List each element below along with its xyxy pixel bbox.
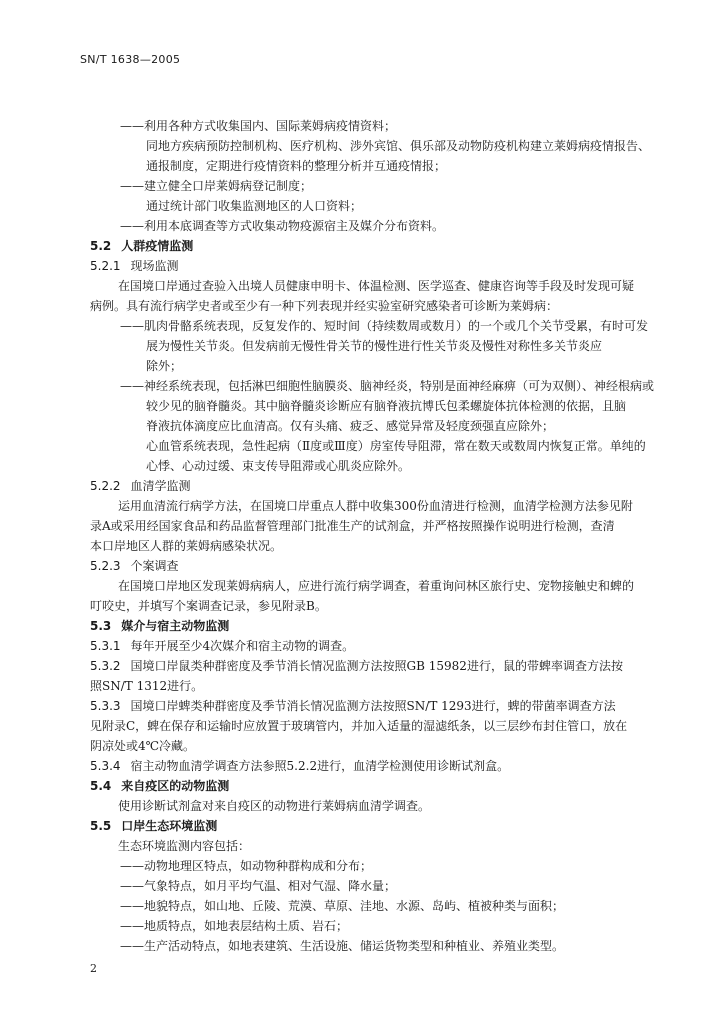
clause-text: 国境口岸蜱类种群密度及季节消长情况监测方法按照SN/T 1293进行，蜱的带菌率调查方法 <box>130 699 616 713</box>
section-title: 媒介与宿主动物监测 <box>121 619 230 633</box>
section-number: 5.4 <box>90 779 112 793</box>
page-number: 2 <box>90 962 97 975</box>
section-number: 5.2.1 <box>90 259 121 273</box>
text-line: 运用血清流行病学方法，在国境口岸重点人群中收集300份血清进行检测，血清学检测方法参见附 <box>118 499 633 513</box>
text-line: 在国境口岸通过查验入出境人员健康申明卡、体温检测、医学巡查、健康咨询等手段及时发现可疑 <box>118 279 635 293</box>
section-number: 5.2.3 <box>90 559 121 573</box>
text-line: 病例。具有流行病学史者或至少有一种下列表现并经实验室研究感染者可诊断为莱姆病： <box>90 299 559 313</box>
text-line: 在国境口岸地区发现莱姆病病人，应进行流行病学调查，着重询问林区旅行史、宠物接触史和蜱的 <box>118 579 635 593</box>
section-number: 5.2.2 <box>90 479 121 493</box>
text-line: 使用诊断试剂盒对来自疫区的动物进行莱姆病血清学调查。 <box>118 799 431 813</box>
text-line: 较少见的脑脊髓炎。其中脑脊髓炎诊断应有脑脊液抗博氏包柔螺旋体抗体检测的依据，且脑 <box>146 399 627 413</box>
text-line: 阴凉处或4℃冷藏。 <box>90 739 196 753</box>
text-line: 生态环境监测内容包括： <box>118 839 251 853</box>
section-number: 5.3.3 <box>90 699 121 713</box>
text-line: ——神经系统表现，包括淋巴细胞性脑膜炎、脑神经炎，特别是面神经麻痹（可为双侧）、神经根病或 <box>120 379 655 393</box>
section-heading <box>90 616 229 636</box>
section-number: 5.3 <box>90 619 112 633</box>
subsection-heading <box>90 556 179 576</box>
clause-line <box>90 696 616 716</box>
section-heading <box>90 816 217 836</box>
section-title: 个案调查 <box>130 559 179 573</box>
text-line: 展为慢性关节炎。但发病前无慢性骨关节的慢性进行性关节炎及慢性对称性多关节炎应 <box>146 339 603 353</box>
section-heading <box>90 236 193 256</box>
text-line: 叮咬史，并填写个案调查记录，参见附录B。 <box>90 599 327 613</box>
text-line: 见附录C，蜱在保存和运输时应放置于玻璃管内，并加入适量的湿滤纸条，以三层纱布封住管口，放在 <box>90 719 628 733</box>
section-title: 现场监测 <box>130 259 179 273</box>
section-number: 5.3.1 <box>90 639 121 653</box>
text-line: 心悸、心动过缓、束支传导阻滞或心肌炎应除外。 <box>146 459 411 473</box>
text-line: 除外； <box>146 359 183 373</box>
text-line: 本口岸地区人群的莱姆病感染状况。 <box>90 539 283 553</box>
text-line: 同地方疾病预防控制机构、医疗机构、涉外宾馆、俱乐部及动物防疫机构建立莱姆病疫情报告、 <box>146 139 651 153</box>
subsection-heading <box>90 256 179 276</box>
text-line: ——肌肉骨骼系统表现，反复发作的、短时间（持续数周或数月）的一个或几个关节受累，有时可发 <box>120 319 649 333</box>
text-line: 通过统计部门收集监测地区的人口资料； <box>146 199 363 213</box>
clause-line <box>90 656 623 676</box>
list-item: ——动物地理区特点，如动物种群构成和分布； <box>120 859 373 873</box>
text-line: ——建立健全口岸莱姆病登记制度； <box>120 179 313 193</box>
text-line: ——利用各种方式收集国内、国际莱姆病疫情资料； <box>120 119 397 133</box>
standard-code-header: SN/T 1638—2005 <box>80 53 181 66</box>
section-title: 人群疫情监测 <box>121 239 194 253</box>
section-title: 来自疫区的动物监测 <box>121 779 230 793</box>
clause-text: 宿主动物血清学调查方法参照5.2.2进行，血清学检测使用诊断试剂盒。 <box>130 759 510 773</box>
text-line: 心血管系统表现，急性起病（Ⅱ度或Ⅲ度）房室传导阻滞，常在数天或数周内恢复正常。单纯的 <box>146 439 646 453</box>
text-line: ——利用本底调查等方式收集动物疫源宿主及媒介分布资料。 <box>120 219 445 233</box>
clause-text: 国境口岸鼠类种群密度及季节消长情况监测方法按照GB 15982进行，鼠的带蜱率调查方法按 <box>130 659 623 673</box>
section-number: 5.3.2 <box>90 659 121 673</box>
text-line: 录A或采用经国家食品和药品监督管理部门批准生产的试剂盒，并严格按照操作说明进行检测，查清 <box>90 519 615 533</box>
section-number: 5.2 <box>90 239 112 253</box>
list-item: ——地貌特点，如山地、丘陵、荒漠、草原、洼地、水源、岛屿、植被种类与面积； <box>120 899 565 913</box>
section-number: 5.3.4 <box>90 759 121 773</box>
text-line: 通报制度，定期进行疫情资料的整理分析并互通疫情报； <box>146 159 447 173</box>
section-title: 口岸生态环境监测 <box>121 819 218 833</box>
clause-line <box>90 636 354 656</box>
section-heading <box>90 776 229 796</box>
clause-line <box>90 756 509 776</box>
text-line: 照SN/T 1312进行。 <box>90 679 204 693</box>
clause-text: 每年开展至少4次媒介和宿主动物的调查。 <box>130 639 355 653</box>
subsection-heading <box>90 476 191 496</box>
section-title: 血清学监测 <box>130 479 191 493</box>
list-item: ——气象特点，如月平均气温、相对气湿、降水量； <box>120 879 397 893</box>
list-item: ——生产活动特点，如地表建筑、生活设施、储运货物类型和种植业、养殖业类型。 <box>120 939 565 953</box>
text-line: 脊液抗体滴度应比血清高。仅有头痛、疲乏、感觉异常及轻度颈强直应除外； <box>146 419 555 433</box>
list-item: ——地质特点，如地表层结构土质、岩石； <box>120 919 349 933</box>
section-number: 5.5 <box>90 819 112 833</box>
